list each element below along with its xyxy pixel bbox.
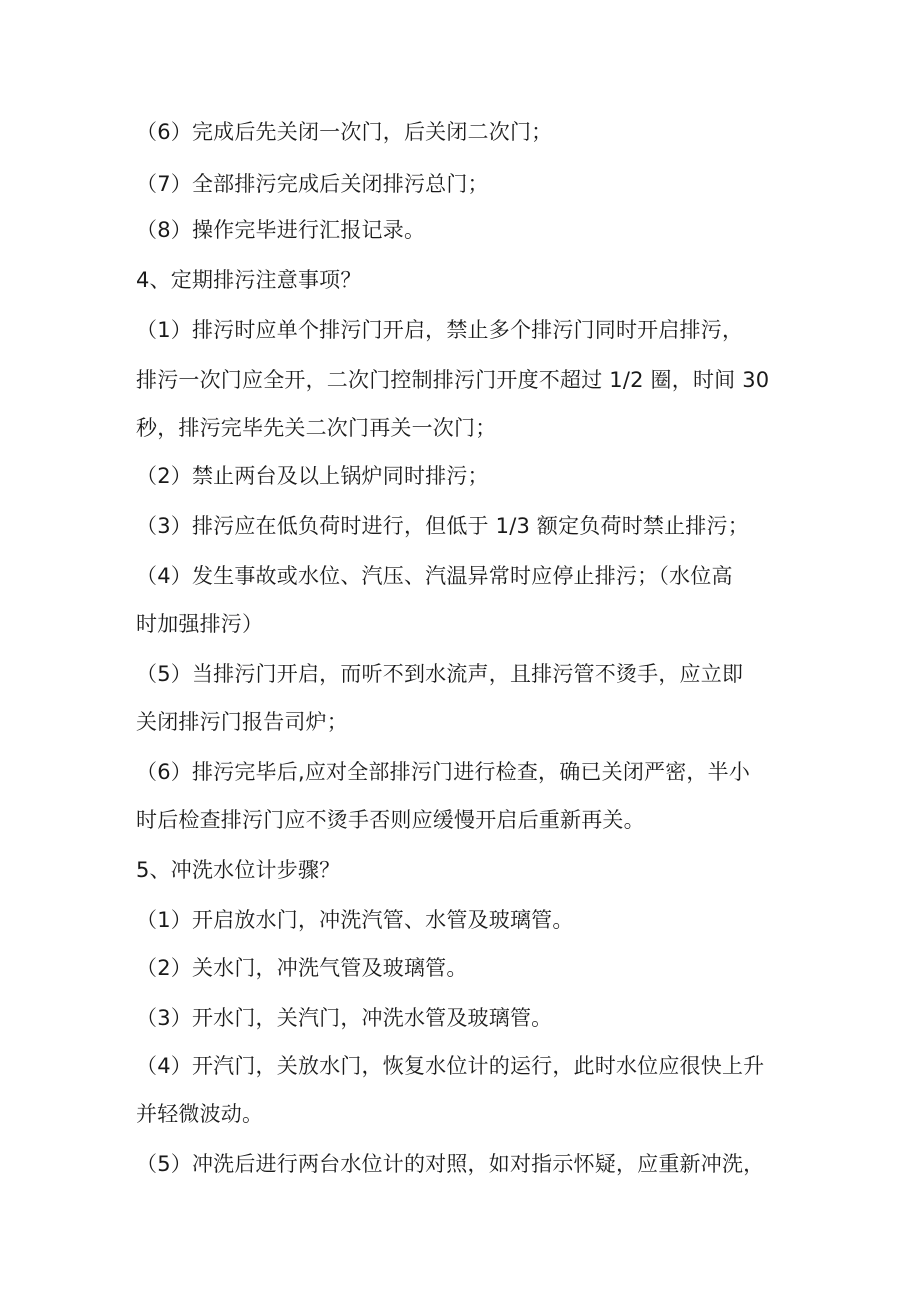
flush-step-4-line-1: （4）开汽门，关放水门，恢复水位计的运行，此时水位应很快上升 [136,1054,765,1078]
note-5-line-2: 关闭排污门报告司炉； [136,710,348,734]
flush-step-5: （5）冲洗后进行两台水位计的对照，如对指示怀疑，应重新冲洗， [136,1152,765,1176]
note-6-line-1: （6）排污完毕后,应对全部排污门进行检查，确已关闭严密，半小 [136,760,751,784]
heading-periodic-blowdown-notes: 4、定期排污注意事项？ [136,268,362,292]
note-4-line-1: （4）发生事故或水位、汽压、汽温异常时应停止排污；（水位高 [136,564,733,588]
note-3: （3）排污应在低负荷时进行，但低于 1/3 额定负荷时禁止排污； [136,514,749,538]
flush-step-3: （3）开水门，关汽门，冲洗水管及玻璃管。 [136,1006,553,1030]
flush-step-1: （1）开启放水门，冲洗汽管、水管及玻璃管。 [136,908,574,932]
step-6-close-valves: （6）完成后先关闭一次门，后关闭二次门； [136,120,553,144]
flush-step-4-line-2: 并轻微波动。 [136,1102,264,1126]
note-1-line-3: 秒，排污完毕先关二次门再关一次门； [136,416,497,440]
note-6-line-2: 时后检查排污门应不烫手否则应缓慢开启后重新再关。 [136,808,645,832]
note-1-line-1: （1）排污时应单个排污门开启，禁止多个排污门同时开启排污， [136,318,744,342]
note-2: （2）禁止两台及以上锅炉同时排污； [136,464,489,488]
heading-flush-level-gauge: 5、冲洗水位计步骤？ [136,858,341,882]
note-5-line-1: （5）当排污门开启，而听不到水流声，且排污管不烫手，应立即 [136,662,744,686]
step-7-close-main-valve: （7）全部排污完成后关闭排污总门； [136,172,489,196]
step-8-report: （8）操作完毕进行汇报记录。 [136,218,426,242]
note-4-line-2: 时加强排污） [136,612,264,636]
flush-step-2: （2）关水门，冲洗气管及玻璃管。 [136,956,468,980]
note-1-line-2: 排污一次门应全开，二次门控制排污门开度不超过 1/2 圈，时间 30 [136,368,770,392]
